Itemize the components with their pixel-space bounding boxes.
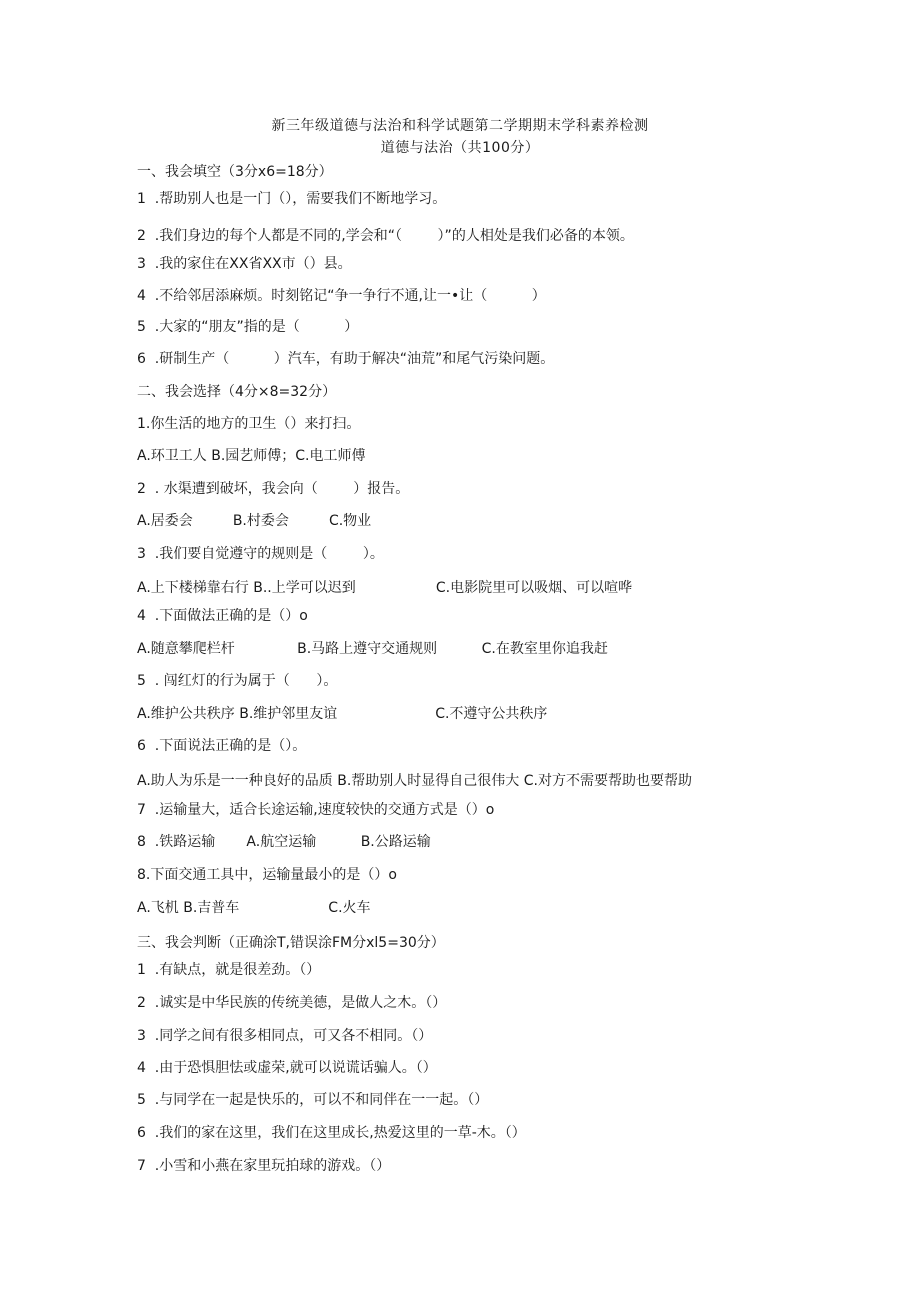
section-heading-multiple-choice: 二、我会选择（4分×8=32分） [137,384,337,400]
question-line: 6 .下面说法正确的是（）。 [137,738,307,754]
answer-options-line: A.助人为乐是一一种良好的品质 B.帮助别人时显得自己很伟大 C.对方不需要帮助也要帮助 [137,773,692,789]
question-line: 7 .运输量大，适合长途运输,速度较快的交通方式是（）o [137,802,495,818]
question-line: 7 .小雪和小燕在家里玩拍球的游戏。（） [137,1158,391,1174]
answer-options-line: A.维护公共秩序 B.维护邻里友谊 C.不遵守公共秩序 [137,706,548,722]
question-line: 8.下面交通工具中，运输量最小的是（）o [137,867,397,883]
question-line: 1 .帮助别人也是一门（），需要我们不断地学习。 [137,191,447,207]
question-line: 1.你生活的地方的卫生（）来打扫。 [137,416,361,432]
section-heading-fill-blank: 一、我会填空（3分x6=18分） [137,164,333,180]
question-line: 5 . 闯红灯的行为属于（ ）。 [137,673,338,689]
answer-options-line: A.飞机 B.吉普车 C.火车 [137,900,371,916]
question-line: 2 .我们身边的每个人都是不同的,学会和“（ ）”的人相处是我们必备的本领。 [137,228,634,244]
question-line: 4 .下面做法正确的是（）o [137,608,308,624]
question-line: 3 .我的家住在XX省XX市（）县。 [137,256,352,272]
question-line: 3 .我们要自觉遵守的规则是（ ）。 [137,546,384,562]
question-line: 4 .不给邻居添麻烦。时刻铭记“争一争行不通,让一•让（ ） [137,288,546,304]
exam-title: 新三年级道德与法治和科学试题第二学期期末学科素养检测 [271,118,649,134]
question-line: 4 .由于恐惧胆怯或虚荣,就可以说谎话骗人。（） [137,1060,437,1076]
exam-subtitle: 道德与法治（共100分） [380,140,540,156]
answer-options-line: A.环卫工人 B.园艺师傅；C.电工师傅 [137,448,366,464]
section-heading-true-false: 三、我会判断（正确涂T,错误涂FM分xl5=30分） [137,935,445,951]
question-line: 6 .研制生产（ ）汽车，有助于解决“油荒”和尾气污染问题。 [137,351,555,367]
answer-options-line: A.上下楼梯靠右行 B..上学可以迟到 C.电影院里可以吸烟、可以喧哗 [137,580,633,596]
question-line: 5 .大家的“朋友”指的是（ ） [137,319,359,335]
question-line: 5 .与同学在一起是快乐的，可以不和同伴在一一起。（） [137,1092,489,1108]
answer-options-line: A.随意攀爬栏杆 B.马路上遵守交通规则 C.在教室里你追我赶 [137,641,608,657]
question-line: 1 .有缺点，就是很差劲。（） [137,962,321,978]
answer-options-line: 8 .铁路运输 A.航空运输 B.公路运输 [137,834,431,850]
answer-options-line: A.居委会 B.村委会 C.物业 [137,513,372,529]
question-line: 6 .我们的家在这里，我们在这里成长,热爱这里的一草-木。（） [137,1125,526,1141]
question-line: 2 . 水渠遭到破坏，我会向（ ）报告。 [137,481,410,497]
question-line: 3 .同学之间有很多相同点，可又各不相同。（） [137,1028,433,1044]
question-line: 2 .诚实是中华民族的传统美德，是做人之木。（） [137,995,447,1011]
